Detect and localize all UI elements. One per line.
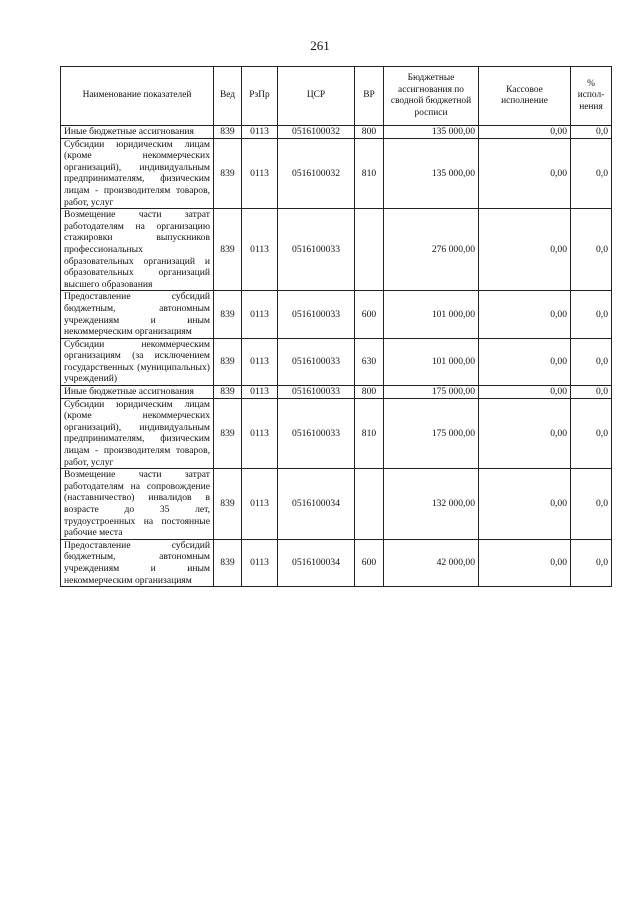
- row-ved: 839: [214, 209, 242, 291]
- row-cash: 0,00: [479, 138, 571, 209]
- row-csr: 0516100034: [278, 539, 355, 586]
- row-budget: 135 000,00: [384, 138, 479, 209]
- row-name: Возмещение части затрат работодателям на организацию стажировки выпускников профессиональных образовательных организаций и образовательных организаций высшего образования: [61, 209, 214, 291]
- row-cash: 0,00: [479, 291, 571, 338]
- row-vr: 800: [355, 386, 384, 399]
- row-budget: 276 000,00: [384, 209, 479, 291]
- row-budget: 101 000,00: [384, 291, 479, 338]
- row-budget: 101 000,00: [384, 338, 479, 385]
- row-name: Возмещение части затрат работодателям на сопровождение (наставничество) инвалидов в возрасте до 35 лет, трудоустроенных на постоянные рабочие места: [61, 469, 214, 540]
- header-csr: ЦСР: [278, 67, 355, 126]
- row-csr: 0516100034: [278, 469, 355, 540]
- row-csr: 0516100033: [278, 291, 355, 338]
- row-name: Субсидии юридическим лицам (кроме некоммерческих организаций), индивидуальным предпринимателям, физическим лицам - производителям товаров, работ, услуг: [61, 138, 214, 209]
- table-row: [61, 338, 612, 385]
- row-cash: 0,00: [479, 338, 571, 385]
- row-pct: 0,0: [571, 386, 612, 399]
- row-ved: 839: [214, 539, 242, 586]
- row-vr: 810: [355, 398, 384, 469]
- row-name: Иные бюджетные ассигнования: [61, 386, 214, 399]
- row-ved: 839: [214, 126, 242, 139]
- row-pct: 0,0: [571, 398, 612, 469]
- row-budget: 175 000,00: [384, 398, 479, 469]
- row-rzpr: 0113: [242, 338, 278, 385]
- row-rzpr: 0113: [242, 291, 278, 338]
- budget-table: [60, 66, 612, 587]
- row-cash: 0,00: [479, 209, 571, 291]
- header-pct: % испол-нения: [571, 67, 612, 126]
- table-row: [61, 138, 612, 209]
- row-pct: 0,0: [571, 126, 612, 139]
- page-number: 261: [310, 38, 330, 53]
- row-cash: 0,00: [479, 386, 571, 399]
- header-cash: Кассовое исполнение: [479, 67, 571, 126]
- row-csr: 0516100033: [278, 398, 355, 469]
- table-header-row: [61, 67, 612, 126]
- row-cash: 0,00: [479, 469, 571, 540]
- table-row: [61, 539, 612, 586]
- row-vr: 810: [355, 138, 384, 209]
- row-pct: 0,0: [571, 209, 612, 291]
- row-ved: 839: [214, 291, 242, 338]
- row-cash: 0,00: [479, 539, 571, 586]
- row-ved: 839: [214, 138, 242, 209]
- row-name: Субсидии юридическим лицам (кроме некоммерческих организаций), индивидуальным предпринимателям, физическим лицам - производителям товаров, работ, услуг: [61, 398, 214, 469]
- row-rzpr: 0113: [242, 126, 278, 139]
- header-name: Наименование показателей: [61, 67, 214, 126]
- row-vr: 600: [355, 539, 384, 586]
- row-vr: 600: [355, 291, 384, 338]
- header-budget: Бюджетные ассигнования по сводной бюджетной росписи: [384, 67, 479, 126]
- row-budget: 175 000,00: [384, 386, 479, 399]
- row-pct: 0,0: [571, 291, 612, 338]
- row-rzpr: 0113: [242, 386, 278, 399]
- table-row: [61, 209, 612, 291]
- row-budget: 42 000,00: [384, 539, 479, 586]
- table-row: [61, 126, 612, 139]
- row-cash: 0,00: [479, 398, 571, 469]
- row-rzpr: 0113: [242, 138, 278, 209]
- row-budget: 132 000,00: [384, 469, 479, 540]
- row-pct: 0,0: [571, 338, 612, 385]
- row-name: Иные бюджетные ассигнования: [61, 126, 214, 139]
- table-row: [61, 291, 612, 338]
- row-ved: 839: [214, 398, 242, 469]
- header-rzpr: РзПр: [242, 67, 278, 126]
- row-csr: 0516100033: [278, 209, 355, 291]
- row-vr: [355, 469, 384, 540]
- row-csr: 0516100033: [278, 386, 355, 399]
- table-row: [61, 469, 612, 540]
- row-cash: 0,00: [479, 126, 571, 139]
- row-csr: 0516100032: [278, 138, 355, 209]
- row-rzpr: 0113: [242, 398, 278, 469]
- row-rzpr: 0113: [242, 209, 278, 291]
- row-vr: 630: [355, 338, 384, 385]
- row-ved: 839: [214, 469, 242, 540]
- row-csr: 0516100033: [278, 338, 355, 385]
- table-row: [61, 398, 612, 469]
- row-pct: 0,0: [571, 539, 612, 586]
- table-row: [61, 386, 612, 399]
- row-rzpr: 0113: [242, 539, 278, 586]
- row-csr: 0516100032: [278, 126, 355, 139]
- row-ved: 839: [214, 338, 242, 385]
- row-budget: 135 000,00: [384, 126, 479, 139]
- row-ved: 839: [214, 386, 242, 399]
- row-vr: 800: [355, 126, 384, 139]
- row-name: Предоставление субсидий бюджетным, автономным учреждениям и иным некоммерческим организациям: [61, 539, 214, 586]
- row-vr: [355, 209, 384, 291]
- row-rzpr: 0113: [242, 469, 278, 540]
- row-pct: 0,0: [571, 469, 612, 540]
- header-ved: Вед: [214, 67, 242, 126]
- header-vr: ВР: [355, 67, 384, 126]
- row-name: Предоставление субсидий бюджетным, автономным учреждениям и иным некоммерческим организациям: [61, 291, 214, 338]
- row-pct: 0,0: [571, 138, 612, 209]
- row-name: Субсидии некоммерческим организациям (за исключением государственных (муниципальных) учреждений): [61, 338, 214, 385]
